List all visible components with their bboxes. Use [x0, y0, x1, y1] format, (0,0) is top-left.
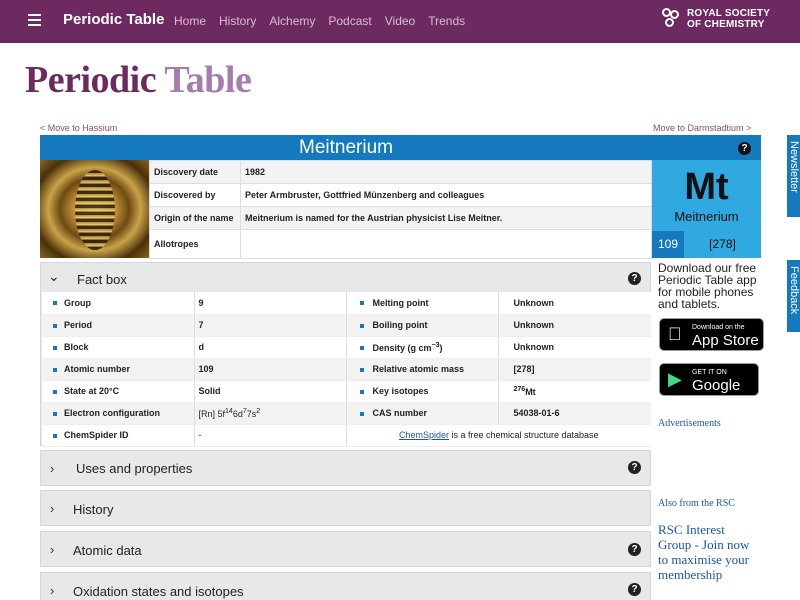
rsc-interest-group-link[interactable]: RSC Interest Group - Join now to maximise your membership — [658, 522, 750, 582]
element-symbol: Mt — [684, 166, 729, 208]
chevron-right-icon: › — [50, 501, 55, 516]
page-title-part1: Periodic — [25, 59, 157, 101]
help-icon[interactable]: ? — [628, 461, 641, 474]
nav-alchemy[interactable]: Alchemy — [269, 14, 316, 28]
chemspider-note: ChemSpider is a free chemical structure database — [346, 424, 651, 446]
chevron-right-icon: › — [50, 583, 55, 598]
table-row — [42, 358, 651, 380]
fact-box-header[interactable] — [41, 263, 650, 292]
table-row — [42, 424, 651, 446]
nav-video[interactable]: Video — [384, 14, 416, 28]
page-title-part2: Table — [164, 59, 252, 101]
section-title: Atomic data — [73, 543, 142, 558]
google-play-big: Google play — [692, 377, 741, 411]
section-uses[interactable] — [40, 450, 651, 486]
element-name-heading: Meitnerium — [299, 137, 393, 158]
fact-box-title: Fact box — [77, 272, 127, 287]
fact-value-config: [Rn] $5f^{14}6d^77s^2$ — [194, 402, 346, 424]
fact-value: [278] — [498, 358, 651, 380]
fact-box-section — [40, 262, 651, 446]
fact-key: Atomic number — [42, 358, 194, 380]
fact-key: Relative atomic mass — [346, 358, 498, 380]
chevron-down-icon: ⌄ — [48, 268, 60, 284]
fact-value: 9 — [194, 292, 346, 314]
help-icon[interactable]: ? — [738, 142, 751, 155]
fact-key: ChemSpider ID — [42, 424, 194, 446]
section-atomic-data[interactable] — [40, 531, 651, 567]
fact-key: Melting point — [346, 292, 498, 314]
rsc-logo-line1: ROYAL SOCIETY — [687, 8, 771, 19]
main-nav — [174, 14, 478, 28]
fact-key: CAS number — [346, 402, 498, 424]
fact-value: Solid — [194, 380, 346, 402]
element-tile-name: Meitnerium — [674, 209, 739, 224]
nav-podcast[interactable]: Podcast — [328, 14, 372, 28]
chemspider-link[interactable]: ChemSpider — [398, 430, 449, 440]
discovery-key: Allotropes — [150, 230, 241, 259]
fact-value: Unknown — [498, 314, 651, 336]
discovery-key: Origin of the name — [150, 207, 241, 230]
prev-element-link[interactable]: < Move to Hassium — [40, 123, 118, 133]
discovery-value: Peter Armbruster, Gottfried Münzenberg and colleagues — [241, 184, 652, 207]
fact-key: Boiling point — [346, 314, 498, 336]
discovery-key: Discovered by — [150, 184, 241, 207]
element-tile — [652, 160, 761, 258]
chevron-right-icon: › — [50, 461, 55, 476]
feedback-tab[interactable]: Feedback — [787, 260, 800, 332]
fact-key: State at 20°C — [42, 380, 194, 402]
fact-value: 7 — [194, 314, 346, 336]
discovery-value: Meitnerium is named for the Austrian physicist Lise Meitner. — [241, 207, 652, 230]
fact-value: Unknown — [498, 336, 651, 358]
brand-link[interactable]: Periodic Table — [63, 11, 165, 28]
chevron-right-icon: › — [50, 542, 55, 557]
rsc-logo[interactable] — [662, 8, 770, 30]
fact-value-isotope: $^{276}$Mt — [498, 380, 651, 402]
next-element-link[interactable]: Move to Darmstadtium > — [653, 123, 752, 133]
app-promo-text: Download our free Periodic Table app for mobile phones and tablets. — [658, 261, 757, 311]
advertisements-label: Advertisements — [658, 418, 721, 429]
discovery-key: Discovery date — [150, 161, 241, 184]
nav-trends[interactable]: Trends — [428, 14, 466, 28]
hamburger-menu-icon[interactable] — [28, 14, 41, 26]
fact-value: - — [194, 424, 346, 446]
also-from-rsc-label: Also from the RSC — [658, 498, 735, 509]
app-store-small: Download on the — [692, 324, 745, 331]
app-store-big: App Store — [692, 332, 759, 349]
fact-key: Key isotopes — [346, 380, 498, 402]
element-header-bar — [40, 135, 761, 160]
table-row — [150, 161, 652, 184]
rsc-logo-icon — [662, 8, 682, 30]
table-row — [150, 230, 652, 259]
app-store-button[interactable] — [659, 318, 764, 351]
fact-key: Group — [42, 292, 194, 314]
nav-history[interactable]: History — [219, 14, 257, 28]
element-mass: [278] — [709, 237, 736, 251]
section-history[interactable] — [40, 490, 651, 526]
fact-value: Unknown — [498, 292, 651, 314]
section-title: Oxidation states and isotopes — [73, 584, 244, 599]
table-row — [42, 314, 651, 336]
element-atomic-number: 109 — [652, 231, 684, 258]
top-navbar — [0, 0, 800, 43]
help-icon[interactable]: ? — [628, 272, 641, 285]
google-play-small: GET IT ON — [692, 369, 727, 376]
apple-icon — [668, 324, 682, 345]
discovery-table — [149, 160, 652, 259]
section-title: Uses and properties — [76, 461, 193, 476]
fact-key: Period — [42, 314, 194, 336]
google-play-button[interactable] — [659, 363, 759, 411]
table-row — [150, 207, 652, 230]
table-row — [42, 292, 651, 314]
fact-table — [42, 292, 651, 447]
table-row — [42, 336, 651, 358]
newsletter-tab[interactable]: Newsletter — [787, 135, 800, 217]
fact-value: 109 — [194, 358, 346, 380]
rsc-logo-line2: OF CHEMISTRY — [687, 19, 765, 30]
section-title: History — [73, 502, 114, 517]
page-title — [25, 58, 251, 102]
fact-key: Block — [42, 336, 194, 358]
google-play-icon: ▶ — [668, 369, 682, 389]
help-icon[interactable]: ? — [628, 583, 641, 596]
section-oxidation[interactable] — [40, 572, 651, 600]
fact-value: d — [194, 336, 346, 358]
fact-key-density: Density (g $cm^{-3}$) — [346, 336, 498, 358]
fact-key: Electron configuration — [42, 402, 194, 424]
discovery-value: 1982 — [241, 161, 652, 184]
table-row — [42, 380, 651, 402]
help-icon[interactable]: ? — [628, 543, 641, 556]
fact-value: 54038-01-6 — [498, 402, 651, 424]
discovery-value — [241, 230, 652, 259]
table-row — [150, 184, 652, 207]
element-image — [40, 160, 149, 258]
table-row — [42, 402, 651, 424]
nav-home[interactable]: Home — [174, 14, 207, 28]
